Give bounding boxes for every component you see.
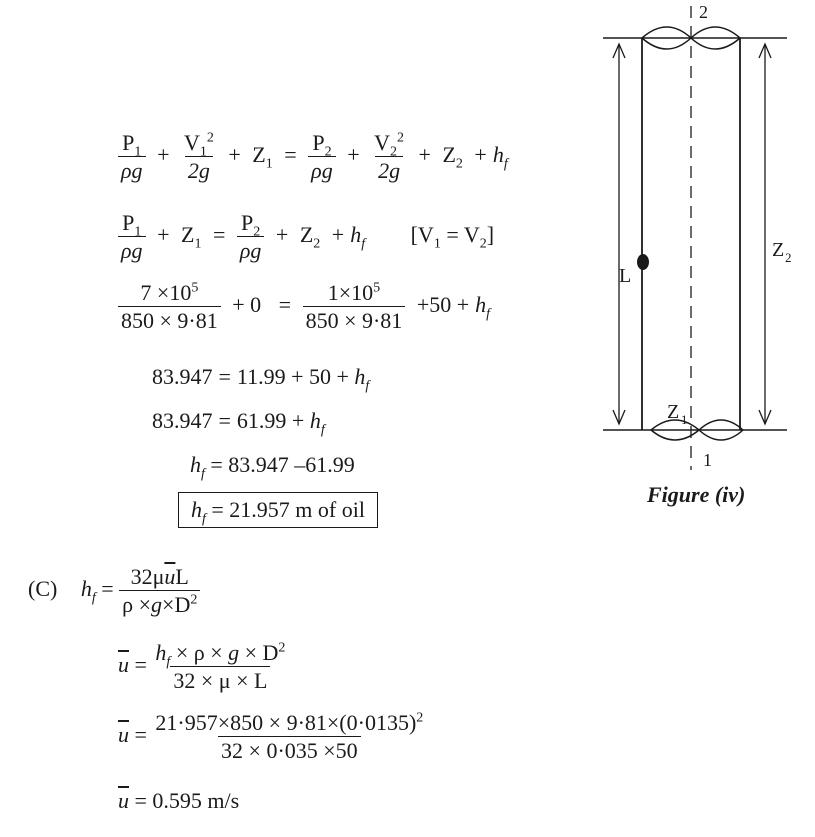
result-head-loss-box: $h_f = 21.957$ m of oil — [178, 492, 378, 528]
part-c-u-formula: $\overline{u}$ = $\frac{h_f \times \rho \times g \times D^2}{32 \times \mu \times L}$ — [118, 640, 286, 693]
part-c-u-result: $\overline{u} = 0.595$ m/s — [118, 788, 240, 813]
part-c-hf-formula: (C) $h_f$ = $\frac{32\mu\overline{u}L}{\rho \times g\times D^2}$ — [28, 566, 200, 616]
pipe-figure — [595, 0, 795, 507]
velocity-condition: $[V_1 = V_2]$ — [410, 222, 495, 252]
figure-caption: Figure (iv) — [647, 482, 746, 507]
ink-smudge — [637, 254, 649, 270]
equation-bernoulli: $\frac{P_1}{\rho g}$ + $\frac{V_1^2}{2g}$ + $Z_1$ = $\frac{P_2}{\rho g}$ + $\frac{V_2^2}{2g}$ + $Z_2 + h_f$ — [118, 132, 508, 182]
top-point-label: 2 — [699, 2, 708, 22]
equation-step-1: $83.947 = 11.99 + 50 + h_f$ — [152, 364, 370, 394]
length-label: L — [619, 265, 632, 287]
part-c-label: (C) — [28, 576, 58, 602]
bottom-point-label: 1 — [703, 450, 712, 470]
part-c-u-substitution: $\overline{u}$ = $\frac{21\cdot 957\times 850 \times 9\cdot 81\times(0\cdot 0135)^2}{32 \times 0\cdot 035 \times 50}$ — [118, 710, 424, 763]
equation-step-2: $83.947 = 61.99 + h_f$ — [152, 408, 325, 438]
z1-label-sub: 1 — [681, 412, 688, 427]
equation-step-3: $h_f = 83.947$ –61.99 — [190, 452, 355, 482]
pipe-diagram — [595, 0, 795, 490]
z1-label: Z — [667, 401, 680, 423]
height-label-sub: 2 — [785, 250, 792, 265]
equation-simplified: $\frac{P_1}{\rho g}$ + $Z_1$ = $\frac{P_2}{\rho g}$ + $Z_2 + h_f$ $[V_1 = V_2]$ — [118, 212, 494, 262]
equation-numeric: $\frac{7 \times 10^5}{850 \times 9\cdot 81}$ + 0 = $\frac{1\times 10^5}{850 \times 9\cdot 81}$ $+50 + h_f$ — [118, 282, 490, 332]
height-label: Z — [772, 239, 785, 261]
